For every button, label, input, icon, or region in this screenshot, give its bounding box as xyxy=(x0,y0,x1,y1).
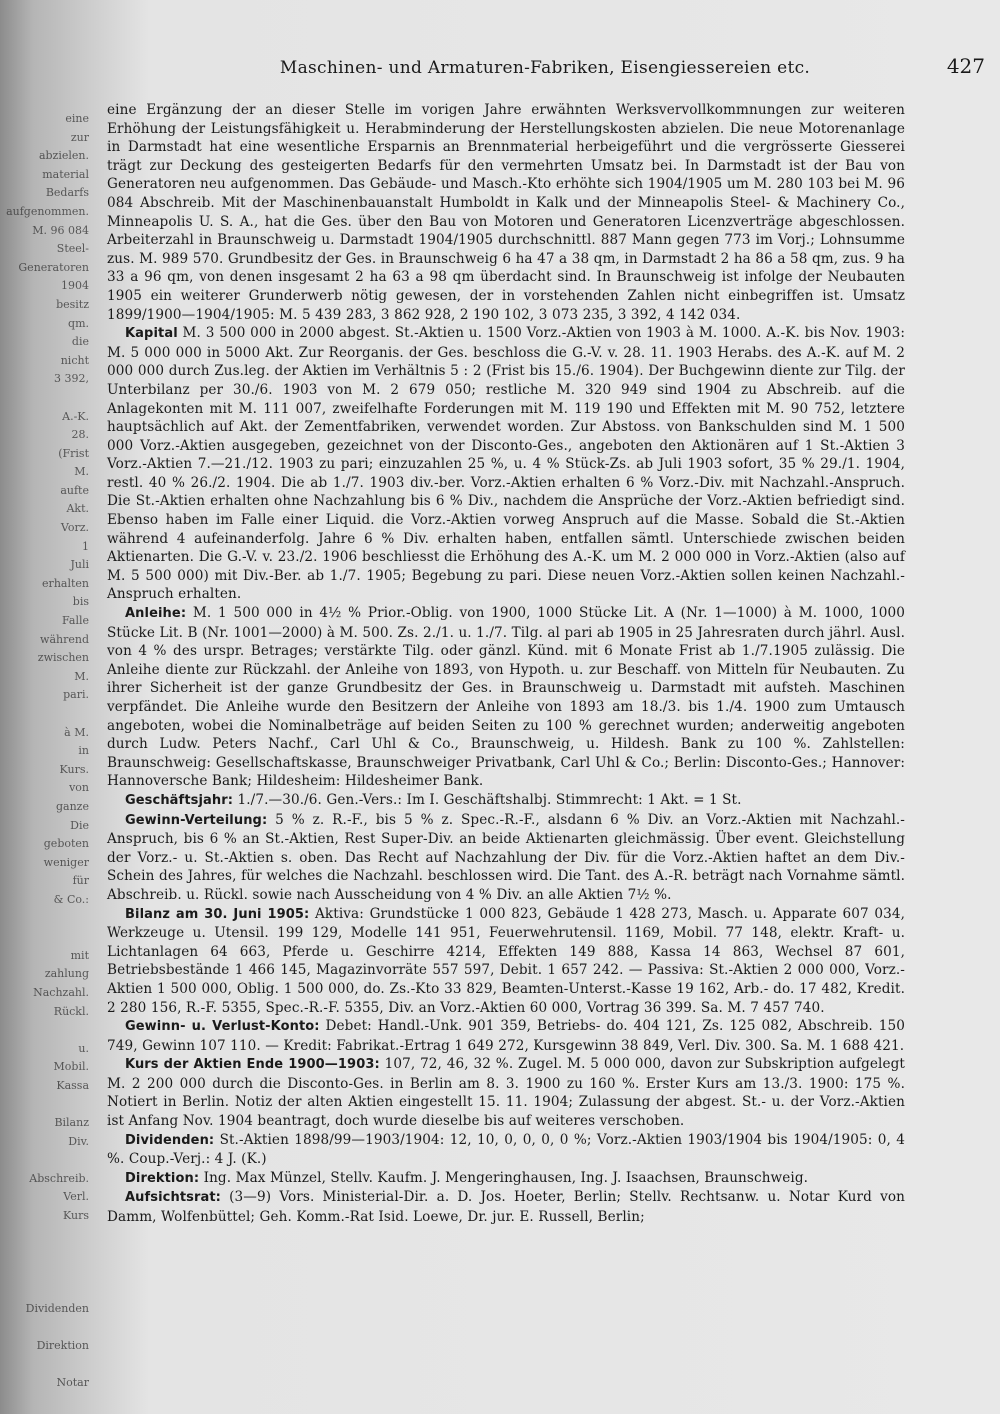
margin-fragment: zur xyxy=(70,130,89,144)
margin-fragment: Falle xyxy=(62,614,89,628)
paragraph xyxy=(107,791,905,811)
paragraph xyxy=(107,324,905,604)
paragraph xyxy=(107,905,905,1018)
margin-fragment: aufte xyxy=(60,483,89,497)
paragraph xyxy=(107,1055,905,1130)
margin-fragment: Bedarfs xyxy=(45,186,89,200)
section-label: Kapital xyxy=(125,326,178,342)
paragraph xyxy=(107,1017,905,1055)
margin-fragment: (Frist xyxy=(58,446,89,460)
paragraph xyxy=(107,1188,905,1226)
paragraph-text: M. 3 500 000 in 2000 abgest. St.-Aktien u. 1500 Vorz.-Aktien von 1903 à M. 1000. A.-K. bis Nov. 1903: M. 5 000 000 in 5000 Akt. Zur Reorganis. der Ges. beschloss die G.-V. v. 28. 11. 1903 Herabs. des A.-K. auf M. 2 000 000 durch Zus.leg. der Aktien im Verhältnis 5 : 2 (Frist bis 15./6. 1904). Der Buchgewinn diente zur Tilg. der Unterbilanz per 30./6. 1903 von M. 2 679 050; restliche M. 320 949 sind 1904 zu Abschreib. auf die Anlagekonten mit M. 111 007, zweifelhafte Forderungen mit M. 119 190 und Effekten mit M. 90 752, letztere hauptsächlich auf Akt. der Zementfabriken, verwendet worden. Zur Abstoss. von Bankschulden sind M. 1 500 000 Vorz.-Aktien ausgegeben, gezeichnet von der Disconto-Ges., angeboten den Aktionären auf 1 St.-Aktien 3 Vorz.-Aktien 7.—21./12. 1903 zu pari; einzuzahlen 25 %, u. 4 % Stück-Zs. ab Juli 1903 sofort, 35 % 29./1. 1904, restl. 40 % 26./2. 1904. Die ab 1./7. 1903 div.-ber. Vorz.-Aktien erhalten 6 % Vorz.-Div. mit Nachzahl.-Anspruch. Die St.-Aktien erhalten ohne Nachzahlung bis 6 % Div., nachdem die Ansprüche der Vorz.-Aktien befriedigt sind. Ebenso haben im Falle einer Liquid. die Vorz.-Aktien vorweg Anspruch auf die Masse. Sobald die St.-Aktien während 4 aufeinanderfolg. Jahre 6 % Div. erhalten haben, entfallen sämtl. Unterschiede zwischen beiden Aktienarten. Die G.-V. v. 23./2. 1906 beschliesst die Erhöhung des A.-K. um M. 2 000 000 in Vorz.-Aktien (also auf M. 5 500 000) mit Div.-Ber. ab 1./7. 1905; Begebung zu pari. Diese neuen Vorz.-Aktien sollen keinen Nachzahl.-Anspruch erhalten. xyxy=(107,325,906,603)
facing-page-margin xyxy=(0,0,95,1414)
paragraph-text: 107, 72, 46, 32 %. Zugel. M. 5 000 000, davon zur Subskription aufgelegt M. 2 200 000 durch die Disconto-Ges. in Berlin am 8. 3. 1900 zu 160 %. Erster Kurs am 13./3. 1900: 175 %. Notiert in Berlin. Notiz der alten Aktien eingestellt 15. 11. 1904; Zulassung der abgest. St.- u. der Vorz.-Aktien ist Anfang Nov. 1904 beantragt, doch wurde dieselbe bis auf weiteres verschoben. xyxy=(107,1056,905,1130)
margin-fragment xyxy=(0,1095,89,1114)
margin-fragment: 3 392, xyxy=(54,372,89,386)
margin-fragment: abzielen. xyxy=(38,149,89,163)
margin-fragment: während xyxy=(40,632,89,646)
margin-fragment xyxy=(0,1356,89,1375)
margin-fragment: zahlung xyxy=(44,967,89,981)
margin-fragment xyxy=(0,1244,89,1263)
paragraph-text: eine Ergänzung der an dieser Stelle im vorigen Jahre erwähnten Werksvervollkommnungen zur weiteren Erhöhung der Leistungsfähigkeit u. Herabminderung der Herstellungskosten abzielen. Die neue Motorenanlage in Darmstadt hat eine wesentliche Ersparnis an Brennmaterial herbeigeführt und die vergrösserte Giesserei trägt zur Deckung des gesteigerten Bedarfs für den vermehrten Umsatz bei. In Darmstadt ist der Bau von Generatoren neu aufgenommen. Das Gebäude- und Masch.-Kto erhöhte sich 1904/1905 um M. 280 103 bei M. 96 084 Abschreib. Mit der Maschinenbauanstalt Humboldt in Kalk und der Minneapolis Steel- & Machinery Co., Minneapolis U. S. A., hat die Ges. über den Bau von Motoren und Generatoren Licenzverträge abgeschlossen. Arbeiterzahl in Braunschweig u. Darmstadt 1904/1905 durchschnittl. 887 Mann gegen 773 im Vorj.; Lohnsumme zus. M. 989 570. Grundbesitz der Ges. in Braunschweig 6 ha 47 a 38 qm, in Darmstadt 2 ha 86 a 58 qm, zus. 9 ha 33 a 96 qm, von denen insgesamt 2 ha 63 a 98 qm überdacht sind. In Braunschweig ist infolge der Neubauten 1905 ein weiterer Grunderwerb nötig gewesen, der in vorstehenden Zahlen nicht einbegriffen ist. Umsatz 1899/1900—1904/1905: M. 5 439 283, 3 862 928, 2 190 102, 3 073 235, 3 392, 4 142 034. xyxy=(107,102,905,323)
facing-page-fragments xyxy=(0,110,95,1393)
paragraph-text: 1./7.—30./6. Gen.-Vers.: Im I. Geschäftshalbj. Stimmrecht: 1 Akt. = 1 St. xyxy=(237,791,742,808)
paragraph-text: Debet: Handl.-Unk. 901 359, Betriebs- do. 404 121, Zs. 125 082, Abschreib. 150 749, Gewinn 107 110. — Kredit: Fabrikat.-Ertrag 1 649 272, Kursgewinn 38 849, Verl. Div. 300. Sa. M. 1 688 421. xyxy=(107,1018,905,1054)
paragraph-text: Ing. Max Münzel, Stellv. Kaufm. J. Mengeringhausen, Ing. J. Isaachsen, Braunschweig. xyxy=(203,1169,809,1186)
section-label: Anleihe: xyxy=(125,606,187,622)
margin-fragment xyxy=(0,1281,89,1300)
paragraph-text: (3—9) Vors. Ministerial-Dir. a. D. Jos. Hoeter, Berlin; Stellv. Rechtsanw. u. Notar Kurd von Damm, Wolfenbüttel; Geh. Komm.-Rat Isid. Loewe, Dr. jur. E. Russell, Berlin; xyxy=(107,1189,905,1226)
paragraph-text: M. 1 500 000 in 4½ % Prior.-Oblig. von 1900, 1000 Stücke Lit. A (Nr. 1—1000) à M. 1000, 1000 Stücke Lit. B (Nr. 1001—2000) à M. 500. Zs. 2./1. u. 1./7. Tilg. al pari ab 1905 in 25 Jahresraten durch jährl. Ausl. von 4 % des urspr. Betrages; verstärkte Tilg. oder gänzl. Künd. mit 6 Monate Frist ab 1./7.1905 zulässig. Die Anleihe diente zur Rückzahl. der Anleihe von 1893, von Hypoth. u. zur Beschaff. von Mitteln für Neubauten. Zu ihrer Sicherheit ist der ganze Grundbesitz der Ges. in Braunschweig u. Darmstadt mit aufsteh. Maschinen verpfändet. Die Anleihe wurde den Besitzern der Anleihe von 1893 am 18./3. bis 1./4. 1900 zum Umtausch angeboten, wobei die Nominalbeträge auf beiden Seiten zu 100 % gerechnet wurden; anderweitig angeboten durch Ludw. Peters Nachf., Carl Uhl & Co., Braunschweig, u. Hildesh. Bank zu 100 %. Zahlstellen: Braunschweig: Gesellschaftskasse, Braunschweiger Privatbank, Carl Uhl & Co.; Berlin: Disconto-Ges.; Hannover: Hannoversche Bank; Hildesheim: Hildesheimer Bank. xyxy=(107,605,905,790)
margin-fragment: in xyxy=(78,744,89,758)
margin-fragment: geboten xyxy=(43,837,89,851)
margin-fragment: zwischen xyxy=(37,651,89,665)
margin-fragment: aufgenommen. xyxy=(6,204,89,218)
margin-fragment xyxy=(0,1151,89,1170)
margin-fragment: mit xyxy=(70,948,89,962)
margin-fragment: 1 xyxy=(82,539,89,553)
body-text xyxy=(107,101,905,1227)
section-label: Bilanz am 30. Juni 1905: xyxy=(125,906,310,922)
margin-fragment: pari. xyxy=(63,688,89,702)
margin-fragment: Die xyxy=(70,818,89,832)
margin-fragment: die xyxy=(71,335,89,349)
running-title: Maschinen- und Armaturen-Fabriken, Eisengiessereien etc. xyxy=(279,58,811,78)
margin-fragment: à M. xyxy=(64,725,89,739)
margin-fragment xyxy=(0,1263,89,1282)
paragraph xyxy=(107,101,905,324)
margin-fragment xyxy=(0,910,89,929)
margin-fragment xyxy=(0,389,89,408)
margin-fragment: M. xyxy=(74,465,89,479)
margin-fragment: material xyxy=(42,167,89,181)
margin-fragment: 28. xyxy=(71,428,89,442)
section-label: Gewinn-Verteilung: xyxy=(125,812,268,828)
margin-fragment: Generatoren xyxy=(18,260,89,274)
margin-fragment: Div. xyxy=(68,1134,89,1148)
margin-fragment: Mobil. xyxy=(53,1060,89,1074)
margin-fragment: Direktion xyxy=(36,1339,89,1353)
margin-fragment: Kurs. xyxy=(59,762,89,776)
margin-fragment: von xyxy=(69,781,89,795)
paragraph xyxy=(107,811,905,905)
margin-fragment: Steel- xyxy=(56,242,89,256)
section-label: Aufsichtsrat: xyxy=(125,1190,221,1206)
paragraph xyxy=(107,604,905,791)
margin-fragment: erhalten xyxy=(42,576,89,590)
paragraph xyxy=(107,1131,905,1169)
margin-fragment: Akt. xyxy=(66,502,89,516)
margin-fragment: bis xyxy=(72,595,89,609)
margin-fragment: für xyxy=(72,874,89,888)
margin-fragment: eine xyxy=(65,112,89,125)
margin-fragment: Nachzahl. xyxy=(33,985,89,999)
page-number: 427 xyxy=(946,54,985,78)
paragraph-text: Aktiva: Grundstücke 1 000 823, Gebäude 1 428 273, Masch. u. Apparate 607 034, Werkzeuge u. Utensil. 199 129, Modelle 141 951, Feuerwehrutensil. 1169, Mobil. 77 148, elektr. Kraft- u. Lichtanlagen 64 663, Pferde u. Geschirre 4214, Effekten 149 888, Kassa 14 863, Wechsel 87 601, Betriebsbestände 1 466 145, Magazinvorräte 557 597, Debit. 1 657 242. — Passiva: St.-Aktien 2 000 000, Vorz.-Aktien 1 500 000, Oblig. 1 500 000, do. Zs.-Kto 33 829, Beamten-Unterst.-Kasse 19 162, Arb.- do. 17 482, Kredit. 2 280 156, R.-F. 5355, Spec.-R.-F. 5355, Div. an Vorz.-Aktien 60 000, Vortrag 36 399. Sa. M. 7 457 740. xyxy=(107,905,905,1016)
margin-fragment: Verl. xyxy=(63,1190,89,1204)
margin-fragment: M. xyxy=(74,669,89,683)
margin-fragment xyxy=(0,928,89,947)
margin-fragment: qm. xyxy=(68,316,89,330)
margin-fragment: Kassa xyxy=(56,1078,89,1092)
margin-fragment: Vorz. xyxy=(60,521,89,535)
margin-fragment: ganze xyxy=(56,799,89,813)
margin-fragment xyxy=(0,1021,89,1040)
paragraph xyxy=(107,1169,905,1189)
margin-fragment: nicht xyxy=(60,353,89,367)
margin-fragment xyxy=(0,1226,89,1245)
margin-fragment: Notar xyxy=(56,1376,89,1390)
margin-fragment: Kurs xyxy=(63,1209,89,1223)
margin-fragment: u. xyxy=(78,1041,89,1055)
margin-fragment: Bilanz xyxy=(54,1116,89,1130)
margin-fragment: weniger xyxy=(43,855,89,869)
section-label: Dividenden: xyxy=(125,1132,215,1148)
section-label: Direktion: xyxy=(125,1170,200,1186)
margin-fragment: 1904 xyxy=(61,279,89,293)
margin-fragment: A.-K. xyxy=(62,409,89,423)
section-label: Kurs der Aktien Ende 1900—1903: xyxy=(125,1057,380,1073)
page-header xyxy=(215,54,985,84)
margin-fragment: Rückl. xyxy=(53,1004,89,1018)
margin-fragment: Dividenden xyxy=(25,1302,89,1315)
margin-fragment: besitz xyxy=(56,297,89,311)
margin-fragment: M. 96 084 xyxy=(32,223,89,237)
margin-fragment xyxy=(0,1319,89,1338)
paragraph-text: 5 % z. R.-F., bis 5 % z. Spec.-R.-F., alsdann 6 % Div. an Vorz.-Aktien mit Nachzahl.-Anspruch, bis 6 % an St.-Aktien, Rest Super-Div. an beide Aktienarten gleichmässig. Über event. Gleichstellung der Vorz.- u. St.-Aktien s. oben. Das Recht auf Nachzahlung der Div. für die Vorz.-Aktien haftet an dem Div.-Schein des Jahres, für welches die Nachzahl. beschlossen wird. Die Tant. des A.-R. beträgt nach Vornahme sämtl. Abschreib. u. Rückl. sowie nach Ausscheidung von 4 % Div. an alle Aktien 7½ %. xyxy=(107,811,906,903)
margin-fragment xyxy=(0,705,89,724)
paragraph-text: St.-Aktien 1898/99—1903/1904: 12, 10, 0, 0, 0, 0 %; Vorz.-Aktien 1903/1904 bis 1904/1905: 0, 4 %. Coup.-Verj.: 4 J. (K.) xyxy=(107,1131,906,1168)
margin-fragment: Abschreib. xyxy=(29,1171,89,1185)
margin-fragment: & Co.: xyxy=(53,892,89,906)
section-label: Geschäftsjahr: xyxy=(125,792,234,808)
page xyxy=(95,0,1000,1414)
section-label: Gewinn- u. Verlust-Konto: xyxy=(125,1019,320,1035)
margin-fragment: Juli xyxy=(70,558,89,572)
